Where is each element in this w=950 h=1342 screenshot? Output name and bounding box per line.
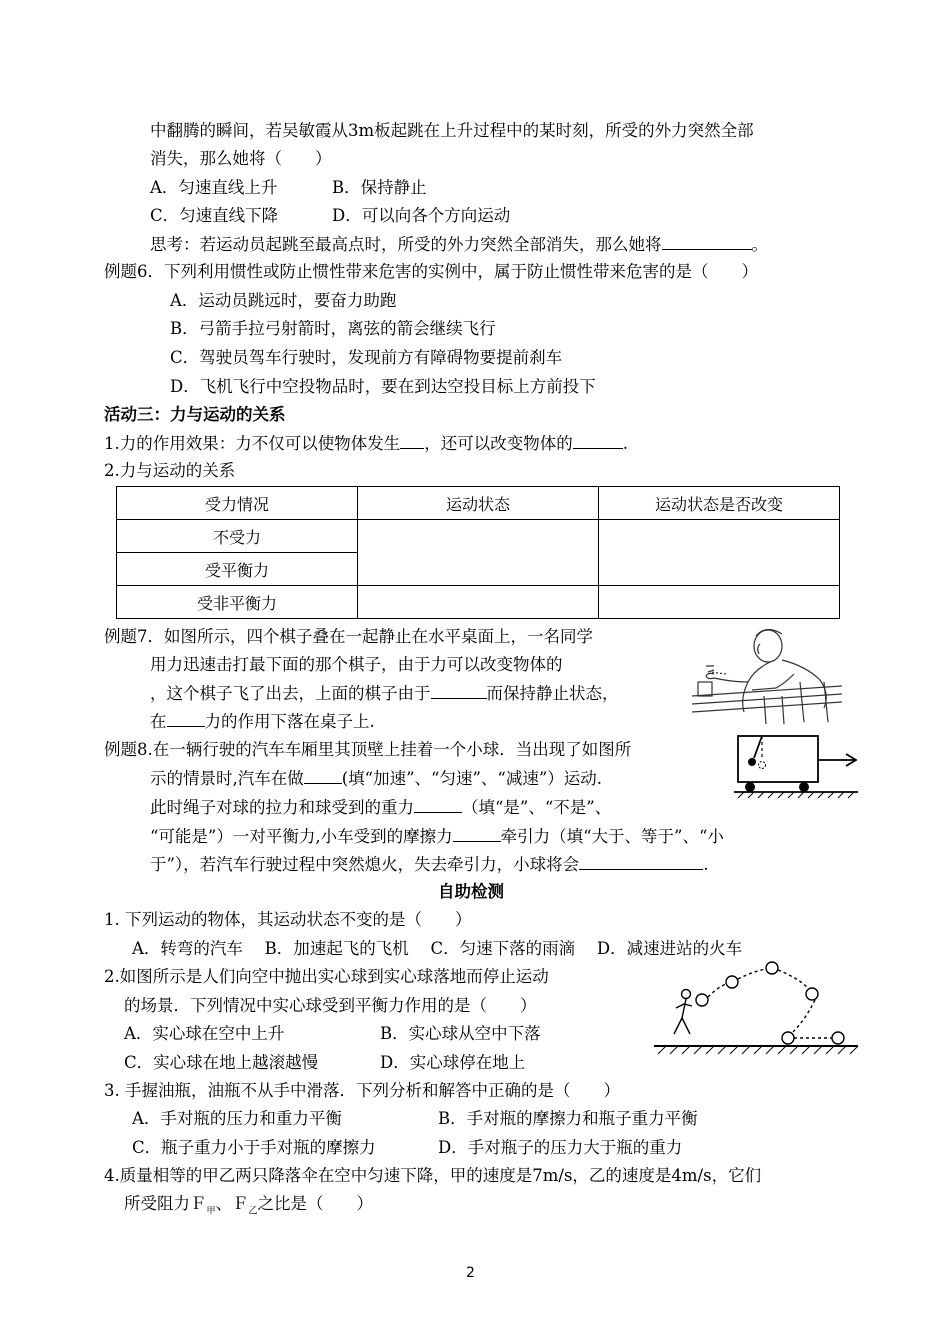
ex7-line3a: ，这个棋子飞了出去，上面的棋子由于	[150, 684, 431, 703]
table-cell-answer[interactable]	[599, 586, 840, 619]
ex7-line2: 用力迅速击打最下面的那个棋子，由于力可以改变物体的	[150, 655, 563, 674]
selfcheck-q3-option-a: A．手对瓶的压力和重力平衡	[132, 1109, 342, 1128]
q5-line1: 中翻腾的瞬间，若吴敏霞从3m板起跳在上升过程中的某时刻，所受的外力突然全部	[150, 121, 754, 140]
q5-think-end: 。	[751, 235, 768, 254]
ex8-line3	[150, 796, 611, 819]
ex8-line3a: 此时绳子对球的拉力和球受到的重力	[150, 798, 414, 817]
table-cell-answer[interactable]	[599, 520, 840, 586]
ex7-line4b: 力的作用下落在桌子上.	[204, 712, 375, 731]
selfcheck-q4-line1: 4.质量相等的甲乙两只降落伞在空中匀速下降，甲的速度是7m/s，乙的速度是4m/s，它们	[104, 1166, 762, 1185]
table-row	[117, 520, 840, 553]
activity3-p1c: .	[622, 434, 628, 453]
ex6-option-a: A．运动员跳远时，要奋力助跑	[170, 291, 397, 310]
answer-blank[interactable]	[662, 233, 752, 250]
ex7-line1: 例题7．如图所示，四个棋子叠在一起静止在水平桌面上，一名同学	[104, 627, 593, 646]
table-cell-answer[interactable]	[358, 520, 599, 586]
selfcheck-q3-stem: 3. 手握油瓶，油瓶不从手中滑落．下列分析和解答中正确的是（ ）	[104, 1081, 620, 1100]
answer-blank[interactable]	[304, 767, 342, 784]
answer-blank[interactable]	[453, 825, 501, 842]
answer-blank[interactable]	[414, 796, 462, 813]
selfcheck-q2-option-c: C．实心球在地上越滚越慢	[124, 1053, 319, 1072]
ex8-line2a: 示的情景时,汽车在做	[150, 769, 304, 788]
q5-option-c: C．匀速直线下降	[150, 206, 279, 225]
selfcheck-q4-line2c: 之比是（ ）	[257, 1194, 374, 1213]
table-cell-answer[interactable]	[358, 586, 599, 619]
selfcheck-q3-option-c: C．瓶子重力小于手对瓶的摩擦力	[132, 1138, 376, 1157]
page-number: 2	[466, 1265, 475, 1281]
table-header: 运动状态	[358, 487, 599, 520]
activity3-heading: 活动三：力与运动的关系	[104, 405, 286, 424]
ex8-line4a: “可能是”）一对平衡力,小车受到的摩擦力	[150, 827, 453, 846]
table-header: 运动状态是否改变	[599, 487, 840, 520]
q5-think	[150, 233, 768, 256]
table-cell-force: 不受力	[117, 520, 358, 553]
table-row	[117, 586, 840, 619]
selfcheck-q3-option-b: B．手对瓶的摩擦力和瓶子重力平衡	[438, 1109, 698, 1128]
subscript-yi: 乙	[248, 1206, 258, 1217]
table-cell-force: 受平衡力	[117, 553, 358, 586]
ex8-line1: 例题8.在一辆行驶的汽车车厢里其顶壁上挂着一个小球．当出现了如图所	[104, 740, 632, 759]
selfcheck-q2-line2: 的场景．下列情况中实心球受到平衡力作用的是（ ）	[124, 996, 537, 1015]
ex7-line3b: 而保持静止状态，	[486, 684, 619, 703]
selfcheck-q2-line1: 2.如图所示是人们向空中抛出实心球到实心球落地而停止运动	[104, 967, 549, 986]
q5-option-a: A．匀速直线上升	[150, 178, 278, 197]
shot-put-trajectory-illustration	[654, 960, 860, 1060]
ex8-line5	[150, 853, 708, 876]
selfcheck-q2-option-b: B．实心球从空中下落	[380, 1024, 541, 1043]
selfcheck-q1-options: A．转弯的汽车 B．加速起飞的飞机 C．匀速下落的雨滴 D．减速进站的火车	[132, 939, 743, 958]
ex8-line4	[150, 825, 724, 848]
selfcheck-heading: 自助检测	[438, 882, 504, 901]
selfcheck-q3-option-d: D．手对瓶子的压力大于瓶的重力	[438, 1138, 683, 1157]
q5-line2: 消失，那么她将（ ）	[150, 149, 332, 168]
answer-blank[interactable]	[579, 853, 703, 870]
table-cell-force: 受非平衡力	[117, 586, 358, 619]
ex6-option-d: D．飞机飞行中空投物品时，要在到达空投目标上方前投下	[170, 377, 596, 396]
answer-blank[interactable]	[573, 432, 623, 449]
ex7-line4	[150, 710, 375, 733]
car-pendulum-illustration	[734, 732, 860, 804]
ex6-option-c: C．驾驶员驾车行驶时，发现前方有障碍物要提前刹车	[170, 348, 563, 367]
ex8-line5b: .	[703, 855, 709, 874]
ex8-line3b: （填“是”、“不是”、	[462, 798, 612, 817]
selfcheck-q1-stem: 1. 下列运动的物体，其运动状态不变的是（ ）	[104, 910, 472, 929]
q5-think-text: 思考：若运动员起跳至最高点时，所受的外力突然全部消失，那么她将	[150, 235, 662, 254]
answer-blank[interactable]	[400, 432, 424, 449]
ex7-line3	[150, 682, 619, 705]
ex7-line4a: 在	[150, 712, 167, 731]
ex8-line2	[150, 767, 602, 790]
answer-blank[interactable]	[167, 710, 205, 727]
q5-option-d: D．可以向各个方向运动	[332, 206, 511, 225]
subscript-jia: 甲	[206, 1206, 216, 1217]
ex8-line4b: 牵引力（填“大于、等于”、“小	[500, 827, 724, 846]
activity3-point1	[104, 432, 628, 455]
force-motion-table	[116, 486, 840, 619]
chess-strike-illustration	[690, 622, 860, 730]
selfcheck-q4-line2	[124, 1193, 373, 1222]
selfcheck-q2-option-d: D．实心球停在地上	[380, 1053, 526, 1072]
ex8-line5a: 于”），若汽车行驶过程中突然熄火，失去牵引力，小球将会	[150, 855, 580, 874]
ex6-stem: 例题6．下列利用惯性或防止惯性带来危害的实例中，属于防止惯性带来危害的是（ ）	[104, 262, 758, 281]
selfcheck-q4-line2a: 所受阻力Ｆ	[124, 1194, 207, 1213]
activity3-point2: 2.力与运动的关系	[104, 461, 236, 480]
selfcheck-q4-line2b: 、Ｆ	[215, 1194, 249, 1213]
q5-option-b: B．保持静止	[332, 178, 427, 197]
activity3-p1b: ，还可以改变物体的	[424, 434, 573, 453]
activity3-p1a: 1.力的作用效果：力不仅可以使物体发生	[104, 434, 401, 453]
ex8-line2b: (填“加速”、“匀速”、“减速”）运动.	[341, 769, 603, 788]
ex6-option-b: B．弓箭手拉弓射箭时，离弦的箭会继续飞行	[170, 319, 496, 338]
table-header: 受力情况	[117, 487, 358, 520]
table-header-row	[117, 487, 840, 520]
selfcheck-q2-option-a: A．实心球在空中上升	[124, 1024, 285, 1043]
answer-blank[interactable]	[431, 682, 487, 699]
